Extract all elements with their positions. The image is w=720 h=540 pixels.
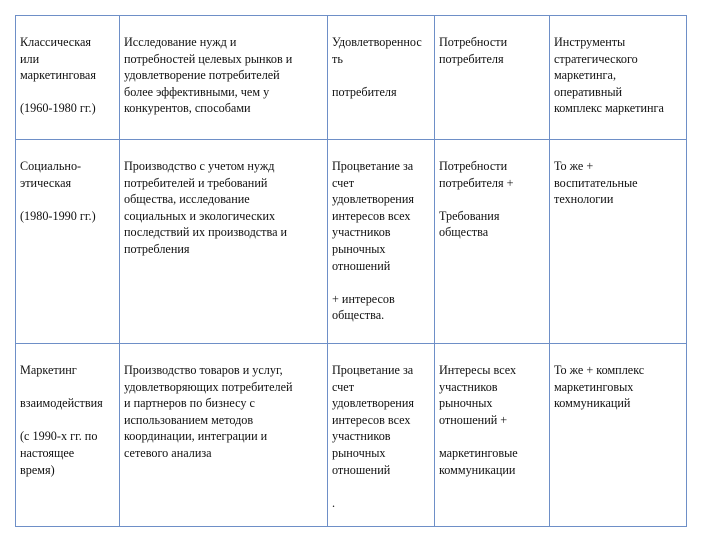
cell-text-line: потребления [124,241,190,256]
cell-text-line: конкурентов, способами [124,101,251,116]
cell-text-line: Интересы всех [439,363,517,377]
cell-text-line: участников [439,379,498,394]
cell-text-line: взаимодействия [20,396,103,411]
blank-line [20,84,116,101]
cell-text-line: удовлетворения [332,396,414,411]
instruments-cell [550,16,687,140]
cell-text-line: этическая [20,175,72,190]
cell-text-line: ть [332,51,343,66]
cell-text-line: (с 1990-х гг. по [20,429,98,444]
table-row [16,16,687,140]
focus-cell [435,16,550,140]
cell-text-line: последствий их производства и [124,225,288,240]
cell-text-line: время) [20,462,55,477]
cell-text-line: маркетинговые [439,445,518,460]
cell-text-line: общества. [332,308,385,323]
cell-text-line: технологии [554,192,614,207]
table-row [16,140,687,344]
cell-text-line: рыночных [439,396,493,411]
cell-text-line: воспитательные [554,175,638,190]
focus-cell [435,140,550,344]
cell-text-line: потребителя [439,51,504,66]
cell-text-line: Требования [439,208,500,223]
cell-text-line: отношений [332,462,391,477]
cell-text-line: Маркетинг [20,363,77,377]
cell-text-line: То же + комплекс [554,363,645,377]
cell-text-line: счет [332,379,355,394]
blank-line [439,428,546,445]
cell-text-line: участников [332,429,391,444]
blank-line [332,478,431,495]
cell-text-line: Инструменты [554,35,626,49]
blank-line [20,412,116,429]
blank-line [439,191,546,208]
cell-text-line: маркетинговых [554,379,634,394]
cell-text-line: маркетинга, [554,68,616,83]
goal-cell [328,16,435,140]
blank-line [332,67,431,84]
concept-name-cell [16,140,120,344]
cell-text-line: потребителя [332,84,397,99]
cell-text-line: или [20,51,40,66]
cell-text-line: отношений + [439,412,508,427]
cell-text-line: оперативный [554,84,623,99]
cell-text-line: участников [332,225,391,240]
cell-text-line: удовлетворения [332,192,414,207]
cell-text-line: Процветание за [332,159,414,173]
cell-text-line: Классическая [20,35,91,49]
cell-text-line: маркетинговая [20,68,96,83]
concept-content-cell [120,16,328,140]
cell-text-line: комплекс маркетинга [554,101,664,116]
goal-cell [328,140,435,344]
cell-text-line: общества, исследование [124,192,250,207]
cell-text-line: Удовлетвореннос [332,35,422,49]
cell-text-line: коммуникаций [554,396,631,411]
cell-text-line: более эффективными, чем у [124,84,270,99]
cell-text-line: потребителей и требований [124,175,268,190]
cell-text-line: (1960-1980 гг.) [20,101,96,116]
focus-cell [435,344,550,527]
instruments-cell [550,344,687,527]
cell-text-line: Потребности [439,35,508,49]
goal-cell [328,344,435,527]
cell-text-line: Потребности [439,159,508,173]
marketing-concepts-table [15,15,687,527]
cell-text-line: . [332,495,336,510]
cell-text-line: счет [332,175,355,190]
cell-text-line: (1980-1990 гг.) [20,208,96,223]
cell-text-line: Процветание за [332,363,414,377]
cell-text-line: социальных и экологических [124,208,276,223]
cell-text-line: коммуникации [439,462,516,477]
concept-name-cell [16,16,120,140]
cell-text-line: интересов всех [332,208,411,223]
cell-text-line: рыночных [332,241,386,256]
cell-text-line: Исследование нужд и [124,35,237,49]
cell-text-line: использованием методов [124,412,254,427]
instruments-cell [550,140,687,344]
cell-text-line: Производство товаров и услуг, [124,363,283,377]
table-row [16,344,687,527]
cell-text-line: Социально- [20,159,82,173]
concept-content-cell [120,344,328,527]
concept-content-cell [120,140,328,344]
cell-text-line: + интересов [332,291,395,306]
cell-text-line: интересов всех [332,412,411,427]
concept-name-cell [16,344,120,527]
cell-text-line: потребностей целевых рынков и [124,51,293,66]
cell-text-line: общества [439,225,489,240]
cell-text-line: То же + [554,159,594,173]
cell-text-line: отношений [332,258,391,273]
cell-text-line: удовлетворение потребителей [124,68,280,83]
cell-text-line: настоящее [20,445,75,460]
cell-text-line: стратегического [554,51,638,66]
cell-text-line: Производство с учетом нужд [124,159,275,173]
cell-text-line: удовлетворяющих потребителей [124,379,293,394]
cell-text-line: сетевого анализа [124,445,212,460]
cell-text-line: координации, интеграции и [124,429,268,444]
cell-text-line: рыночных [332,445,386,460]
blank-line [20,379,116,396]
cell-text-line: и партнеров по бизнесу с [124,396,255,411]
blank-line [332,274,431,291]
blank-line [20,191,116,208]
cell-text-line: потребителя + [439,175,514,190]
